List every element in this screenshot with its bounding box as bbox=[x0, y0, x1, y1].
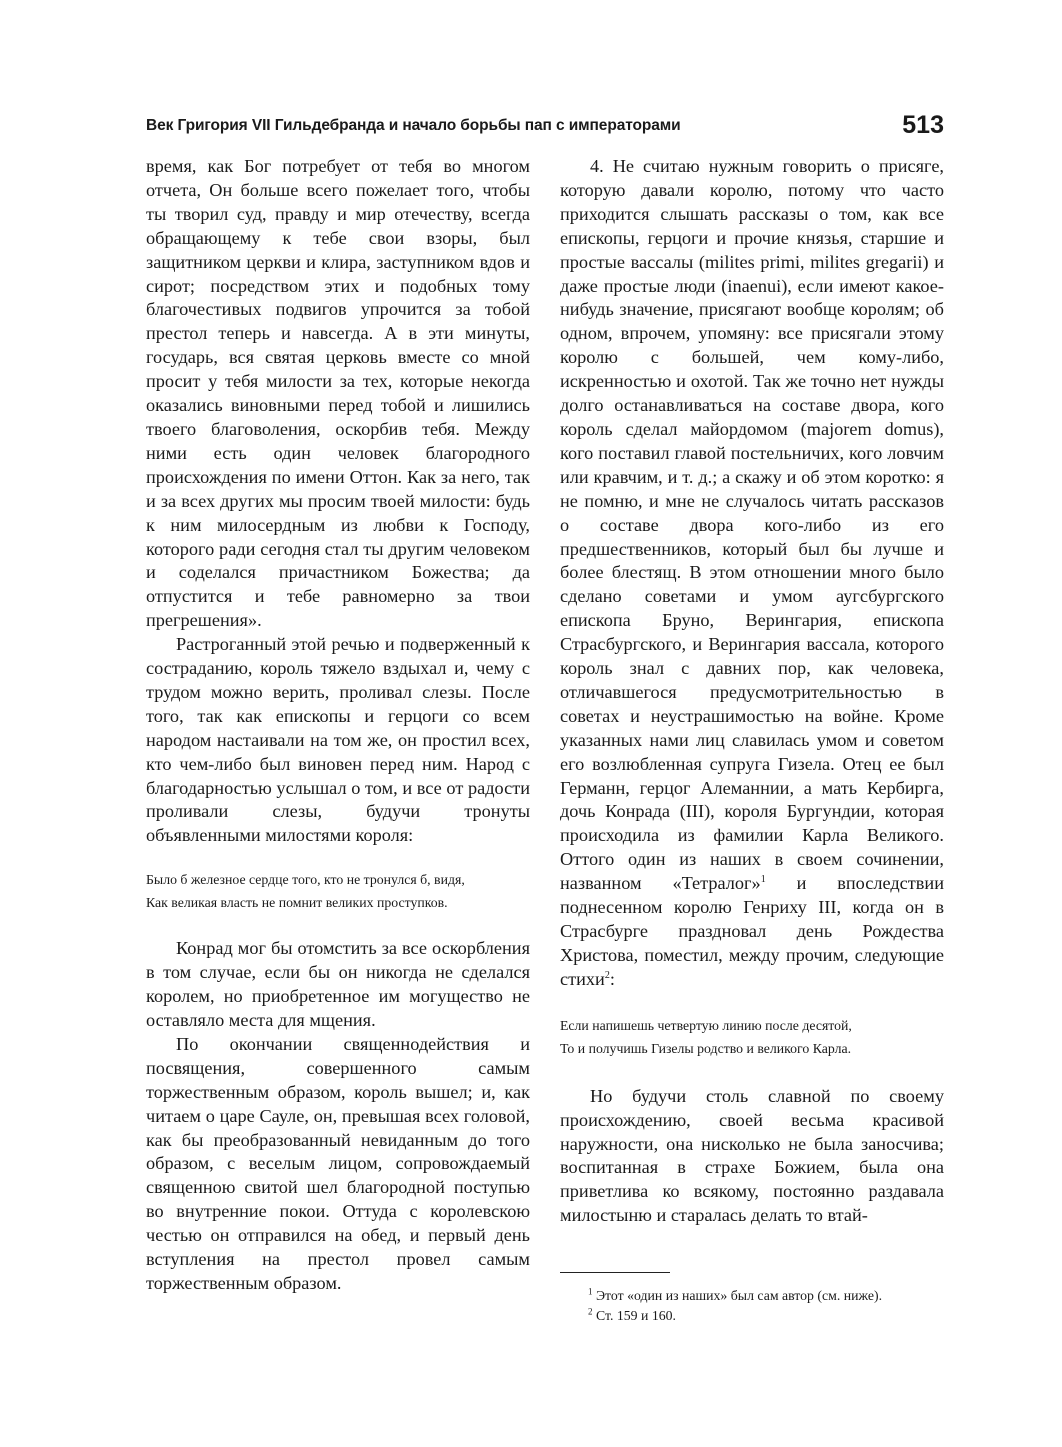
verse-line: Было б железное сердце того, кто не тронулся б, видя, bbox=[146, 872, 465, 888]
verse-quote bbox=[146, 868, 530, 914]
footnotes bbox=[560, 1286, 950, 1326]
left-column bbox=[146, 155, 530, 1296]
paragraph: Но будучи столь славной по своему происхождению, своей весьма красивой наружности, она нисколько не была заносчива; воспитанная в страхе Божием, была она приветлива ко всякому, постоянно раздавала милостыню и старалась делать то втай- bbox=[560, 1085, 944, 1226]
paragraph bbox=[560, 155, 944, 992]
paragraph: Конрад мог бы отомстить за все оскорбления в том случае, если бы он никогда не сделался королем, но приобретенное им могущество не оставляло места для мщения. bbox=[146, 938, 530, 1030]
paragraph: время, как Бог потребует от тебя во многом отчета, Он больше всего пожелает того, чтобы ты творил суд, правду и мир отечеству, всегда обращающему к тебе свои взоры, был защитником церкви и клира, заступником вдов и сирот; посредством этих и подобных тому благочестивых подвигов упрочится за тобой престол теперь и навсегда. А в эти минуты, государь, вся святая церковь вместе со мной просит у тебя милости за тех, которые некогда оказались виновными перед тобой и лишились твоего благоволения, оскорбив тебя. Между ними есть один человек благородного происхождения по имени Оттон. Как за него, так и за всех других мы просим твоей милости: будь к ним милосердным из любви к Господу, которого ради сегодня стал ты другим человеком и соделался причастником Божества; да отпустится и тебе равномерно за твои прегрешения». bbox=[146, 156, 530, 631]
page-number: 513 bbox=[902, 111, 944, 139]
right-column bbox=[560, 155, 944, 1228]
footnote-text: Ст. 159 и 160. bbox=[592, 1308, 676, 1323]
footnote-ref: 2 bbox=[604, 969, 610, 981]
running-title: Век Григория VII Гильдебранда и начало борьбы пап с императорами bbox=[146, 117, 681, 134]
paragraph-text: 4. Не считаю нужным говорить о присяге, которую давали королю, потому что часто приходится слышать рассказы о том, как все епископы, герцоги и прочие князья, старшие и простые вассалы (milites primi, milites gregarii) и даже простые люди (inaenui), если имеют какое-нибудь значение, присягают вообще королям; об одном, впрочем, упомяну: все присягали этому королю с большей, чем кому-либо, искренностью и охотой. Так же точно нет нужды долго останавливаться на составе двора, кого король сделал майордомом (majorem domus), кого поставил главой постельничих, кого ловчим или кравчим, и т. д.; а скажу и об этом коротко: я не помню, и мне не случалось читать рассказов о составе двора кого-либо из его предшественников, который был бы лучше и более блестящ. В этом отношении много было сделано советами и умом аугсбургского епископа Бруно, Верингария, епископа Страсбургского, и Верингария вассала, которого король знал с давних пор, как человека, отличавшегося предусмотрительностью в советах и неустрашимостью на войне. Кроме указанных нами лиц славилась умом и советом его возлюбленная супруга Гизела. Отец ее был Германн, герцог Алеманнии, а мать Кербирга, дочь Конрада (III), короля Бургундии, которая происходила из фамилии Карла Великого. Оттого один из наших в своем сочинении, названном «Тетралог» bbox=[560, 156, 944, 894]
paragraph: По окончании священнодействия и посвящения, совершенного самым торжественным образом, король вышел; и, как читаем о царе Сауле, он, превышая всех головой, как бы преобразованный невиданным до того образом, с веселым лицом, сопровождаемый священною свитой шел благородной поступью во внутренние покои. Оттуда с королевскою честью он отправился на обед, и первый день вступления на престол провел самым торжественным образом. bbox=[146, 1033, 530, 1293]
footnote-text: Этот «один из наших» был сам автор (см. ниже). bbox=[592, 1288, 883, 1303]
paragraph-text: : bbox=[609, 968, 615, 989]
running-header bbox=[146, 111, 944, 147]
paragraph: Растроганный этой речью и подверженный к состраданию, король тяжело вздыхал и, чему с трудом можно верить, проливал слезы. После того, так как епископы и герцоги со всем народом настаивали на том же, он простил всех, кто чем-либо был виновен перед ним. Народ с благодарностью услышал о том, и все от радости проливали слезы, будучи тронуты объявленными милостями короля: bbox=[146, 634, 530, 846]
paragraph-text: и впоследствии поднесенном королю Генриху III, когда он в Страсбурге праздновал день Рождества Христова, поместил, между прочим, следующие стихи bbox=[560, 873, 944, 989]
footnote-mark: 2 bbox=[588, 1306, 593, 1317]
verse-line: Если напишешь четвертую линию после десятой, bbox=[560, 1017, 852, 1033]
verse-quote bbox=[560, 1014, 944, 1060]
footnote-divider bbox=[560, 1272, 670, 1273]
footnote bbox=[560, 1286, 950, 1306]
verse-line: То и получишь Гизелы родство и великого Карла. bbox=[560, 1040, 852, 1056]
footnote-ref: 1 bbox=[760, 874, 766, 886]
verse-line: Как великая власть не помнит великих проступков. bbox=[146, 895, 448, 911]
footnote bbox=[560, 1306, 950, 1326]
footnote-mark: 1 bbox=[588, 1286, 593, 1297]
